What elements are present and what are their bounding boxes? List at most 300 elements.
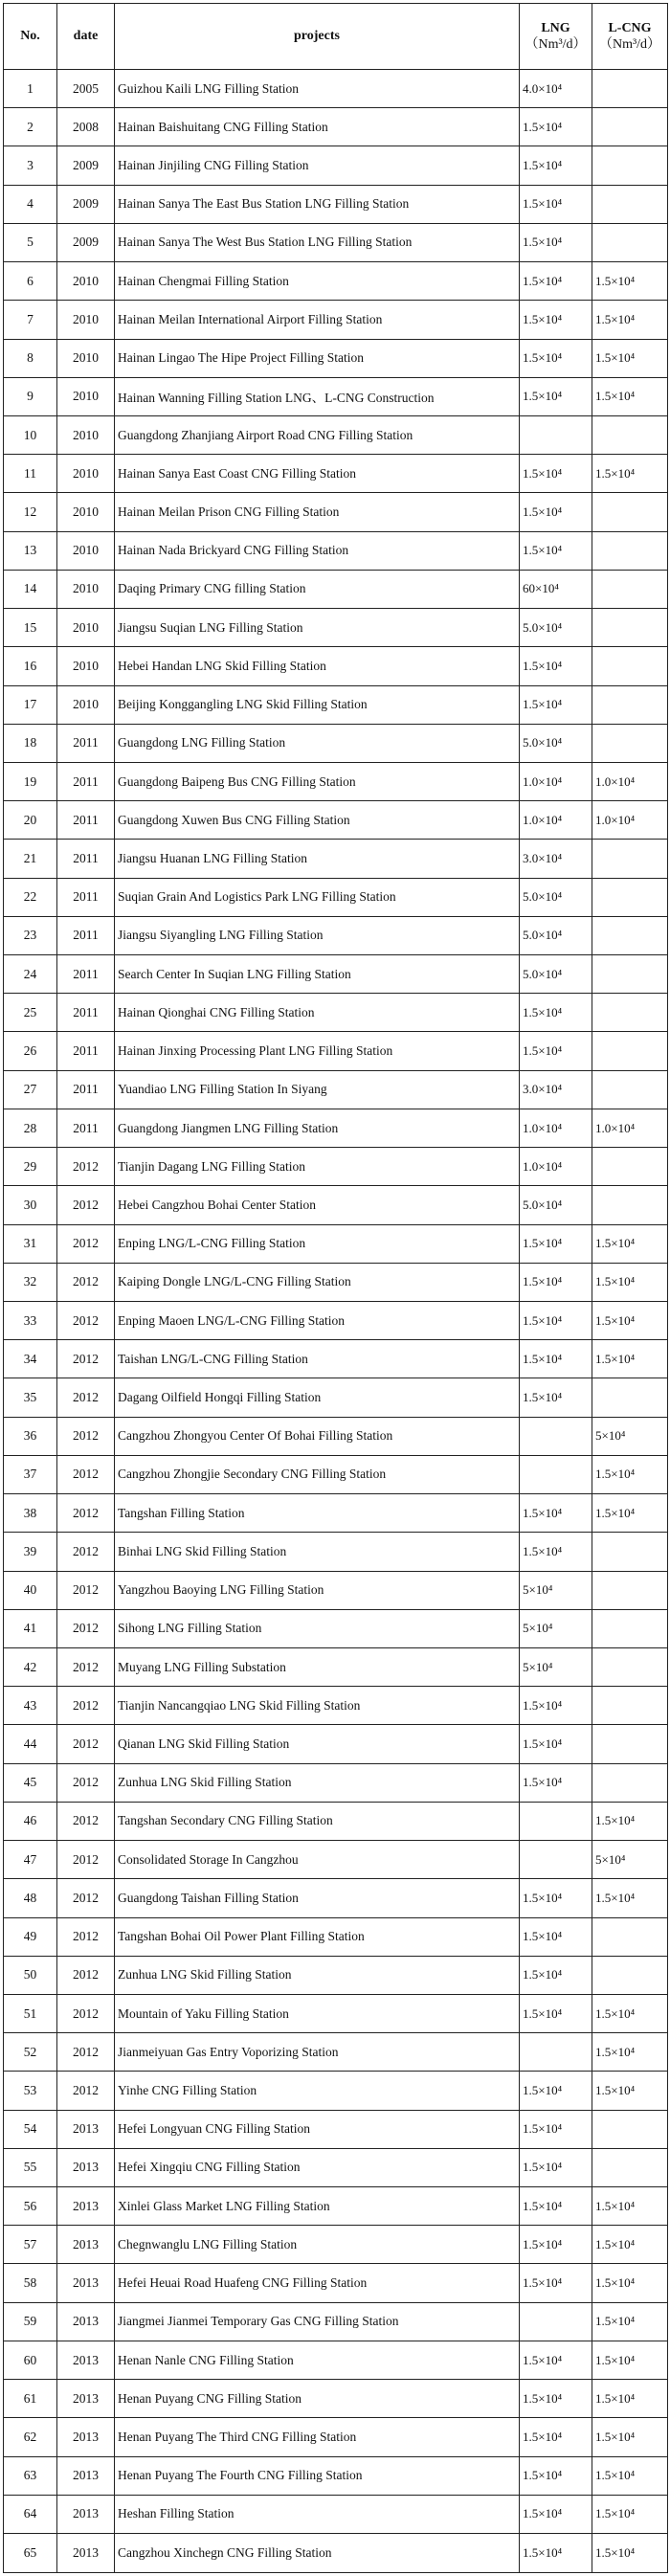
cell-lcng xyxy=(592,994,668,1032)
cell-lcng: 1.5×10⁴ xyxy=(592,1994,668,2032)
cell-lng: 1.5×10⁴ xyxy=(520,1687,592,1725)
cell-project: Binhai LNG Skid Filling Station xyxy=(115,1533,520,1571)
table-row xyxy=(4,455,668,493)
table-row xyxy=(4,1647,668,1686)
cell-project: Guangdong Zhanjiang Airport Road CNG Filling Station xyxy=(115,415,520,454)
cell-date: 2011 xyxy=(57,916,115,954)
cell-date: 2011 xyxy=(57,1070,115,1109)
table-row xyxy=(4,609,668,647)
cell-lng: 1.5×10⁴ xyxy=(520,1263,592,1301)
table-row xyxy=(4,724,668,762)
cell-date: 2012 xyxy=(57,1687,115,1725)
cell-date: 2012 xyxy=(57,1148,115,1186)
cell-lng: 5.0×10⁴ xyxy=(520,609,592,647)
cell-lcng: 1.5×10⁴ xyxy=(592,1340,668,1378)
cell-lng: 1.5×10⁴ xyxy=(520,2187,592,2226)
table-row xyxy=(4,1148,668,1186)
cell-lcng: 1.5×10⁴ xyxy=(592,1302,668,1340)
cell-project: Qianan LNG Skid Filling Station xyxy=(115,1725,520,1763)
cell-date: 2012 xyxy=(57,1879,115,1917)
cell-lcng xyxy=(592,1378,668,1417)
cell-project: Heshan Filling Station xyxy=(115,2495,520,2533)
cell-project: Hefei Longyuan CNG Filling Station xyxy=(115,2110,520,2148)
cell-no: 46 xyxy=(4,1802,57,1840)
cell-lng: 1.5×10⁴ xyxy=(520,223,592,261)
table-row xyxy=(4,1879,668,1917)
cell-lng: 1.5×10⁴ xyxy=(520,1533,592,1571)
cell-lcng xyxy=(592,609,668,647)
cell-date: 2009 xyxy=(57,223,115,261)
cell-lcng: 1.5×10⁴ xyxy=(592,1263,668,1301)
table-row xyxy=(4,1494,668,1533)
cell-lcng xyxy=(592,223,668,261)
cell-no: 42 xyxy=(4,1647,57,1686)
cell-date: 2010 xyxy=(57,415,115,454)
cell-lcng: 1.5×10⁴ xyxy=(592,2187,668,2226)
cell-lcng: 1.5×10⁴ xyxy=(592,262,668,301)
cell-no: 61 xyxy=(4,2380,57,2418)
cell-project: Jianmeiyuan Gas Entry Voporizing Station xyxy=(115,2033,520,2072)
cell-date: 2012 xyxy=(57,1725,115,1763)
cell-date: 2011 xyxy=(57,840,115,878)
cell-project: Hainan Chengmai Filling Station xyxy=(115,262,520,301)
table-row xyxy=(4,2264,668,2302)
cell-lcng: 1.0×10⁴ xyxy=(592,801,668,840)
cell-lcng xyxy=(592,1917,668,1956)
cell-date: 2013 xyxy=(57,2534,115,2573)
cell-date: 2012 xyxy=(57,1956,115,1994)
table-row xyxy=(4,1687,668,1725)
cell-date: 2013 xyxy=(57,2380,115,2418)
cell-no: 18 xyxy=(4,724,57,762)
cell-lcng: 5×10⁴ xyxy=(592,1417,668,1455)
cell-date: 2010 xyxy=(57,609,115,647)
table-row xyxy=(4,531,668,570)
cell-no: 57 xyxy=(4,2226,57,2264)
table-row xyxy=(4,2456,668,2495)
table-row xyxy=(4,1109,668,1147)
cell-lcng xyxy=(592,1725,668,1763)
cell-lng: 1.5×10⁴ xyxy=(520,1994,592,2032)
cell-date: 2010 xyxy=(57,339,115,377)
table-row xyxy=(4,1763,668,1802)
cell-no: 10 xyxy=(4,415,57,454)
header-date: date xyxy=(57,4,115,70)
table-row xyxy=(4,1455,668,1493)
cell-project: Daqing Primary CNG filling Station xyxy=(115,570,520,608)
cell-date: 2013 xyxy=(57,2341,115,2379)
table-row xyxy=(4,2302,668,2341)
cell-date: 2012 xyxy=(57,1494,115,1533)
cell-lng: 5×10⁴ xyxy=(520,1609,592,1647)
cell-project: Mountain of Yaku Filling Station xyxy=(115,1994,520,2032)
cell-project: Hainan Sanya The West Bus Station LNG Filling Station xyxy=(115,223,520,261)
cell-date: 2012 xyxy=(57,1417,115,1455)
cell-lcng: 1.5×10⁴ xyxy=(592,2495,668,2533)
table-row xyxy=(4,1917,668,1956)
cell-lcng xyxy=(592,647,668,685)
cell-no: 12 xyxy=(4,493,57,531)
cell-project: Tianjin Nancangqiao LNG Skid Filling Station xyxy=(115,1687,520,1725)
cell-no: 34 xyxy=(4,1340,57,1378)
cell-lng: 1.5×10⁴ xyxy=(520,1879,592,1917)
cell-date: 2012 xyxy=(57,1763,115,1802)
table-body xyxy=(4,70,668,2573)
cell-no: 64 xyxy=(4,2495,57,2533)
cell-project: Guangdong Jiangmen LNG Filling Station xyxy=(115,1109,520,1147)
cell-no: 62 xyxy=(4,2418,57,2456)
cell-lcng: 1.5×10⁴ xyxy=(592,455,668,493)
cell-project: Henan Puyang CNG Filling Station xyxy=(115,2380,520,2418)
cell-no: 63 xyxy=(4,2456,57,2495)
cell-no: 50 xyxy=(4,1956,57,1994)
cell-no: 53 xyxy=(4,2072,57,2110)
table-row xyxy=(4,762,668,800)
cell-project: Tangshan Secondary CNG Filling Station xyxy=(115,1802,520,1840)
cell-lcng xyxy=(592,1609,668,1647)
cell-lng: 1.5×10⁴ xyxy=(520,1302,592,1340)
cell-project: Kaiping Dongle LNG/L-CNG Filling Station xyxy=(115,1263,520,1301)
cell-lng: 60×10⁴ xyxy=(520,570,592,608)
table-row xyxy=(4,2534,668,2573)
cell-no: 47 xyxy=(4,1841,57,1879)
cell-project: Yangzhou Baoying LNG Filling Station xyxy=(115,1571,520,1609)
cell-no: 38 xyxy=(4,1494,57,1533)
cell-lcng: 1.5×10⁴ xyxy=(592,2418,668,2456)
cell-no: 54 xyxy=(4,2110,57,2148)
cell-project: Hebei Handan LNG Skid Filling Station xyxy=(115,647,520,685)
cell-lcng: 1.5×10⁴ xyxy=(592,1494,668,1533)
cell-no: 39 xyxy=(4,1533,57,1571)
cell-no: 5 xyxy=(4,223,57,261)
cell-no: 33 xyxy=(4,1302,57,1340)
cell-no: 36 xyxy=(4,1417,57,1455)
cell-lcng xyxy=(592,1956,668,1994)
cell-date: 2012 xyxy=(57,1609,115,1647)
cell-project: Hainan Qionghai CNG Filling Station xyxy=(115,994,520,1032)
cell-project: Cangzhou Zhongjie Secondary CNG Filling Station xyxy=(115,1455,520,1493)
cell-lng: 1.5×10⁴ xyxy=(520,1224,592,1263)
cell-no: 48 xyxy=(4,1879,57,1917)
table-row xyxy=(4,2072,668,2110)
cell-lng: 1.5×10⁴ xyxy=(520,2418,592,2456)
cell-lng: 5.0×10⁴ xyxy=(520,955,592,994)
cell-no: 7 xyxy=(4,301,57,339)
cell-no: 23 xyxy=(4,916,57,954)
cell-lcng: 1.5×10⁴ xyxy=(592,1879,668,1917)
header-row xyxy=(4,4,668,70)
cell-project: Hainan Jinxing Processing Plant LNG Filling Station xyxy=(115,1032,520,1070)
table-row xyxy=(4,70,668,108)
cell-project: Hefei Xingqiu CNG Filling Station xyxy=(115,2148,520,2186)
cell-date: 2010 xyxy=(57,301,115,339)
cell-date: 2012 xyxy=(57,1302,115,1340)
cell-date: 2010 xyxy=(57,262,115,301)
table-row xyxy=(4,1609,668,1647)
cell-lcng xyxy=(592,2110,668,2148)
table-row xyxy=(4,955,668,994)
cell-no: 31 xyxy=(4,1224,57,1263)
cell-lcng xyxy=(592,1571,668,1609)
cell-date: 2012 xyxy=(57,1340,115,1378)
table-row xyxy=(4,339,668,377)
cell-project: Hainan Jinjiling CNG Filling Station xyxy=(115,146,520,185)
cell-date: 2011 xyxy=(57,1032,115,1070)
cell-date: 2013 xyxy=(57,2187,115,2226)
cell-lng xyxy=(520,1841,592,1879)
table-row xyxy=(4,1302,668,1340)
cell-project: Jiangsu Suqian LNG Filling Station xyxy=(115,609,520,647)
cell-date: 2011 xyxy=(57,1109,115,1147)
table-row xyxy=(4,1186,668,1224)
header-lcng-unit: （Nm³/d） xyxy=(598,37,661,52)
cell-no: 17 xyxy=(4,685,57,724)
cell-lcng xyxy=(592,916,668,954)
cell-lcng: 1.5×10⁴ xyxy=(592,2033,668,2072)
cell-date: 2008 xyxy=(57,108,115,146)
cell-lng: 1.5×10⁴ xyxy=(520,1917,592,1956)
table-row xyxy=(4,2341,668,2379)
cell-project: Dagang Oilfield Hongqi Filling Station xyxy=(115,1378,520,1417)
cell-date: 2005 xyxy=(57,70,115,108)
table-row xyxy=(4,1340,668,1378)
cell-date: 2012 xyxy=(57,2033,115,2072)
cell-no: 37 xyxy=(4,1455,57,1493)
cell-project: Henan Nanle CNG Filling Station xyxy=(115,2341,520,2379)
cell-lng: 1.5×10⁴ xyxy=(520,339,592,377)
cell-date: 2011 xyxy=(57,878,115,916)
cell-no: 41 xyxy=(4,1609,57,1647)
cell-date: 2013 xyxy=(57,2456,115,2495)
cell-no: 13 xyxy=(4,531,57,570)
cell-no: 9 xyxy=(4,377,57,415)
cell-date: 2012 xyxy=(57,1841,115,1879)
cell-lcng xyxy=(592,1032,668,1070)
cell-lng xyxy=(520,415,592,454)
cell-lng: 1.5×10⁴ xyxy=(520,2380,592,2418)
table-row xyxy=(4,916,668,954)
cell-no: 25 xyxy=(4,994,57,1032)
table-row xyxy=(4,108,668,146)
cell-date: 2011 xyxy=(57,801,115,840)
cell-no: 3 xyxy=(4,146,57,185)
cell-lng: 1.5×10⁴ xyxy=(520,108,592,146)
cell-date: 2012 xyxy=(57,1186,115,1224)
cell-lcng: 1.5×10⁴ xyxy=(592,2534,668,2573)
cell-no: 45 xyxy=(4,1763,57,1802)
cell-no: 65 xyxy=(4,2534,57,2573)
cell-date: 2012 xyxy=(57,1224,115,1263)
cell-lcng xyxy=(592,1070,668,1109)
cell-lcng: 1.5×10⁴ xyxy=(592,2380,668,2418)
cell-no: 59 xyxy=(4,2302,57,2341)
cell-date: 2012 xyxy=(57,1994,115,2032)
table-row xyxy=(4,1725,668,1763)
cell-no: 1 xyxy=(4,70,57,108)
cell-lng: 1.0×10⁴ xyxy=(520,801,592,840)
table-row xyxy=(4,878,668,916)
cell-project: Muyang LNG Filling Substation xyxy=(115,1647,520,1686)
cell-no: 60 xyxy=(4,2341,57,2379)
cell-project: Enping LNG/L-CNG Filling Station xyxy=(115,1224,520,1263)
cell-lng xyxy=(520,2033,592,2072)
cell-lcng: 1.5×10⁴ xyxy=(592,339,668,377)
cell-lng: 5.0×10⁴ xyxy=(520,916,592,954)
cell-lng: 5.0×10⁴ xyxy=(520,724,592,762)
cell-project: Guangdong Baipeng Bus CNG Filling Station xyxy=(115,762,520,800)
cell-date: 2012 xyxy=(57,1455,115,1493)
cell-project: Cangzhou Zhongyou Center Of Bohai Filling Station xyxy=(115,1417,520,1455)
cell-lng: 1.5×10⁴ xyxy=(520,1763,592,1802)
cell-no: 4 xyxy=(4,185,57,223)
cell-lcng xyxy=(592,493,668,531)
cell-no: 55 xyxy=(4,2148,57,2186)
cell-lng: 1.5×10⁴ xyxy=(520,1032,592,1070)
header-projects: projects xyxy=(115,4,520,70)
cell-date: 2011 xyxy=(57,724,115,762)
cell-project: Henan Puyang The Fourth CNG Filling Station xyxy=(115,2456,520,2495)
cell-project: Tangshan Filling Station xyxy=(115,1494,520,1533)
cell-lng: 1.5×10⁴ xyxy=(520,2495,592,2533)
cell-project: Taishan LNG/L-CNG Filling Station xyxy=(115,1340,520,1378)
table-row xyxy=(4,1994,668,2032)
table-row xyxy=(4,2495,668,2533)
cell-lcng xyxy=(592,1533,668,1571)
table-row xyxy=(4,570,668,608)
cell-project: Yuandiao LNG Filling Station In Siyang xyxy=(115,1070,520,1109)
cell-lcng xyxy=(592,146,668,185)
cell-date: 2009 xyxy=(57,146,115,185)
table-row xyxy=(4,185,668,223)
cell-lcng: 1.0×10⁴ xyxy=(592,762,668,800)
cell-date: 2013 xyxy=(57,2148,115,2186)
cell-date: 2011 xyxy=(57,994,115,1032)
cell-lng xyxy=(520,1417,592,1455)
cell-project: Yinhe CNG Filling Station xyxy=(115,2072,520,2110)
cell-project: Hainan Sanya The East Bus Station LNG Filling Station xyxy=(115,185,520,223)
cell-lcng xyxy=(592,878,668,916)
cell-no: 8 xyxy=(4,339,57,377)
cell-lng: 1.5×10⁴ xyxy=(520,493,592,531)
cell-date: 2010 xyxy=(57,647,115,685)
cell-lng: 1.5×10⁴ xyxy=(520,377,592,415)
cell-date: 2009 xyxy=(57,185,115,223)
cell-no: 6 xyxy=(4,262,57,301)
cell-no: 22 xyxy=(4,878,57,916)
cell-lng: 5×10⁴ xyxy=(520,1571,592,1609)
cell-project: Consolidated Storage In Cangzhou xyxy=(115,1841,520,1879)
cell-no: 15 xyxy=(4,609,57,647)
cell-date: 2013 xyxy=(57,2302,115,2341)
cell-lng: 1.5×10⁴ xyxy=(520,1494,592,1533)
table-row xyxy=(4,1224,668,1263)
cell-project: Tianjin Dagang LNG Filling Station xyxy=(115,1148,520,1186)
cell-date: 2012 xyxy=(57,1263,115,1301)
cell-no: 14 xyxy=(4,570,57,608)
cell-lcng xyxy=(592,2148,668,2186)
cell-no: 20 xyxy=(4,801,57,840)
table-row xyxy=(4,146,668,185)
table-row xyxy=(4,2380,668,2418)
cell-project: Hainan Meilan Prison CNG Filling Station xyxy=(115,493,520,531)
cell-lng: 1.5×10⁴ xyxy=(520,2148,592,2186)
table-row xyxy=(4,223,668,261)
cell-project: Chegnwanglu LNG Filling Station xyxy=(115,2226,520,2264)
cell-project: Jiangsu Huanan LNG Filling Station xyxy=(115,840,520,878)
cell-lng: 1.0×10⁴ xyxy=(520,762,592,800)
cell-no: 43 xyxy=(4,1687,57,1725)
table-row xyxy=(4,2187,668,2226)
cell-lcng xyxy=(592,724,668,762)
cell-lng: 1.5×10⁴ xyxy=(520,185,592,223)
cell-lcng xyxy=(592,108,668,146)
cell-project: Hainan Meilan International Airport Filling Station xyxy=(115,301,520,339)
table-row xyxy=(4,1417,668,1455)
cell-project: Sihong LNG Filling Station xyxy=(115,1609,520,1647)
projects-table xyxy=(3,3,668,2573)
cell-no: 30 xyxy=(4,1186,57,1224)
cell-no: 2 xyxy=(4,108,57,146)
cell-date: 2013 xyxy=(57,2418,115,2456)
table-row xyxy=(4,1802,668,1840)
table-row xyxy=(4,1263,668,1301)
cell-project: Xinlei Glass Market LNG Filling Station xyxy=(115,2187,520,2226)
cell-lng: 3.0×10⁴ xyxy=(520,1070,592,1109)
table-row xyxy=(4,994,668,1032)
cell-lcng xyxy=(592,1186,668,1224)
header-lng xyxy=(520,4,592,70)
cell-project: Hainan Wanning Filling Station LNG、L-CNG Construction xyxy=(115,377,520,415)
cell-lng: 1.5×10⁴ xyxy=(520,1340,592,1378)
cell-lng xyxy=(520,1802,592,1840)
cell-project: Guangdong LNG Filling Station xyxy=(115,724,520,762)
table-row xyxy=(4,493,668,531)
cell-lcng: 1.5×10⁴ xyxy=(592,1455,668,1493)
header-lng-unit: （Nm³/d） xyxy=(525,37,587,52)
cell-project: Hainan Nada Brickyard CNG Filling Station xyxy=(115,531,520,570)
cell-date: 2013 xyxy=(57,2495,115,2533)
cell-lcng xyxy=(592,1687,668,1725)
cell-date: 2011 xyxy=(57,955,115,994)
cell-project: Beijing Konggangling LNG Skid Filling Station xyxy=(115,685,520,724)
cell-project: Guangdong Xuwen Bus CNG Filling Station xyxy=(115,801,520,840)
cell-lcng: 1.5×10⁴ xyxy=(592,2264,668,2302)
table-row xyxy=(4,685,668,724)
header-lng-title: LNG xyxy=(541,21,570,35)
cell-lcng xyxy=(592,570,668,608)
table-row xyxy=(4,1032,668,1070)
cell-no: 49 xyxy=(4,1917,57,1956)
cell-no: 19 xyxy=(4,762,57,800)
cell-lng: 3.0×10⁴ xyxy=(520,840,592,878)
cell-no: 35 xyxy=(4,1378,57,1417)
cell-lng: 1.5×10⁴ xyxy=(520,531,592,570)
table-row xyxy=(4,377,668,415)
cell-project: Tangshan Bohai Oil Power Plant Filling Station xyxy=(115,1917,520,1956)
cell-date: 2010 xyxy=(57,531,115,570)
cell-lcng: 1.5×10⁴ xyxy=(592,1224,668,1263)
table-row xyxy=(4,1070,668,1109)
table-header xyxy=(4,4,668,70)
cell-lcng: 1.5×10⁴ xyxy=(592,2341,668,2379)
cell-no: 24 xyxy=(4,955,57,994)
header-no: No. xyxy=(4,4,57,70)
cell-no: 28 xyxy=(4,1109,57,1147)
cell-lcng xyxy=(592,685,668,724)
table-row xyxy=(4,2033,668,2072)
cell-no: 32 xyxy=(4,1263,57,1301)
cell-lng: 1.5×10⁴ xyxy=(520,2072,592,2110)
